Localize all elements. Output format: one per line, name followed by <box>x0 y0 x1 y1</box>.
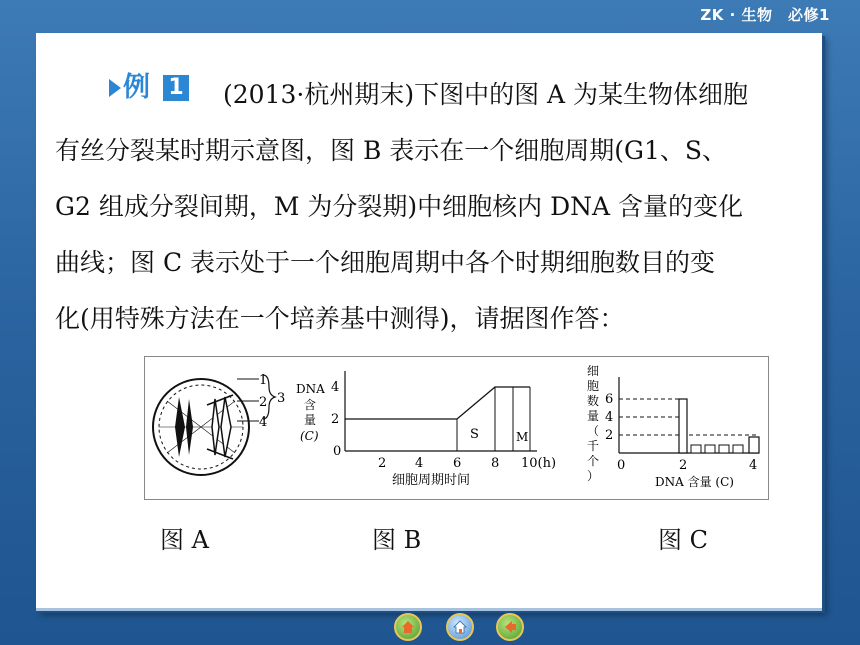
figure-box <box>144 356 769 500</box>
figure-b-ylabel-3: 量 <box>304 413 317 427</box>
panel-edge <box>36 608 822 611</box>
figure-c-ylabel-7: ） <box>587 469 600 483</box>
house-icon <box>452 619 468 635</box>
figure-c-bar <box>691 445 701 453</box>
figure-b-xtick-8: 8 <box>491 456 500 471</box>
figure-c-bar-4c <box>749 437 759 453</box>
figure-b-region-s: S <box>470 427 479 442</box>
figure-b-ytick-4: 4 <box>331 380 340 395</box>
figure-c-ytick-2: 2 <box>605 428 614 443</box>
back-icon <box>502 619 518 635</box>
figure-c-ylabel-5: 千 <box>587 439 600 453</box>
question-text <box>55 67 815 347</box>
figure-c-ytick-4: 4 <box>605 410 614 425</box>
figure-c-bar <box>733 445 743 453</box>
question-line-2: 有丝分裂某时期示意图，图 B 表示在一个细胞周期(G1、S、 <box>55 136 728 165</box>
back-button[interactable] <box>496 613 524 641</box>
figure-svg <box>145 357 770 501</box>
question-line-1: (2013·杭州期末)下图中的图 A 为某生物体细胞 <box>223 80 749 109</box>
question-line-5: 化(用特殊方法在一个培养基中测得)，请据图作答： <box>55 304 625 333</box>
figure-b-ytick-2: 2 <box>331 412 340 427</box>
figure-c-xtick-0: 0 <box>617 458 626 473</box>
question-line-4: 曲线；图 C 表示处于一个细胞周期中各个时期细胞数目的变 <box>55 248 716 277</box>
figure-c-ylabel-2: 数 <box>587 394 600 408</box>
figure-a-label-1: 1 <box>259 373 268 388</box>
example-word: 例 <box>123 72 150 103</box>
figure-b-chart <box>296 371 556 488</box>
figure-c-xlabel: DNA 含量 (C) <box>655 475 734 489</box>
figure-b-xtick-10: 10(h) <box>521 456 557 471</box>
caption-figure-b: 图 B <box>372 526 422 554</box>
figure-c-ylabel-1: 胞 <box>587 379 600 393</box>
home-icon <box>400 619 416 635</box>
figure-c-xtick-2: 2 <box>679 458 688 473</box>
figure-c-chart <box>587 364 759 489</box>
figure-b-curve <box>345 387 530 419</box>
caption-figure-a: 图 A <box>160 526 209 554</box>
figure-c-ylabel-0: 细 <box>587 364 600 378</box>
figure-b-xtick-6: 6 <box>453 456 462 471</box>
figure-b-xtick-4: 4 <box>415 456 424 471</box>
figure-a-label-3: 3 <box>277 391 286 406</box>
house-button[interactable] <box>446 613 474 641</box>
figure-c-ytick-6: 6 <box>605 392 614 407</box>
figure-b-ylabel-1: DNA <box>296 382 325 396</box>
figure-c-ylabel-6: 个 <box>587 454 600 468</box>
figure-b-xtick-2: 2 <box>378 456 387 471</box>
figure-b-ytick-0: 0 <box>333 444 342 459</box>
figure-c-bar <box>719 445 729 453</box>
figure-b-ylabel-4: (C) <box>300 429 319 443</box>
figure-b-region-m: M <box>516 430 529 444</box>
figure-b-ylabel-2: 含 <box>304 398 317 412</box>
question-line-3: G2 组成分裂间期，M 为分裂期)中细胞核内 DNA 含量的变化 <box>55 192 743 221</box>
example-number: 1 <box>163 75 189 101</box>
figure-a-label-4: 4 <box>259 415 268 430</box>
figure-c-xtick-4: 4 <box>749 458 758 473</box>
caption-figure-c: 图 C <box>658 526 708 554</box>
figure-c-ylabel-3: 量 <box>587 409 600 423</box>
figure-c-bar-2c <box>679 399 687 453</box>
figure-a-label-2: 2 <box>259 395 268 410</box>
figure-a-cell <box>153 373 285 475</box>
home-button[interactable] <box>394 613 422 641</box>
figure-c-bar <box>705 445 715 453</box>
figure-c-ylabel-4: （ <box>587 424 600 438</box>
figure-b-xlabel: 细胞周期时间 <box>392 473 471 488</box>
course-label: ZK · 生物 必修1 <box>700 6 830 24</box>
